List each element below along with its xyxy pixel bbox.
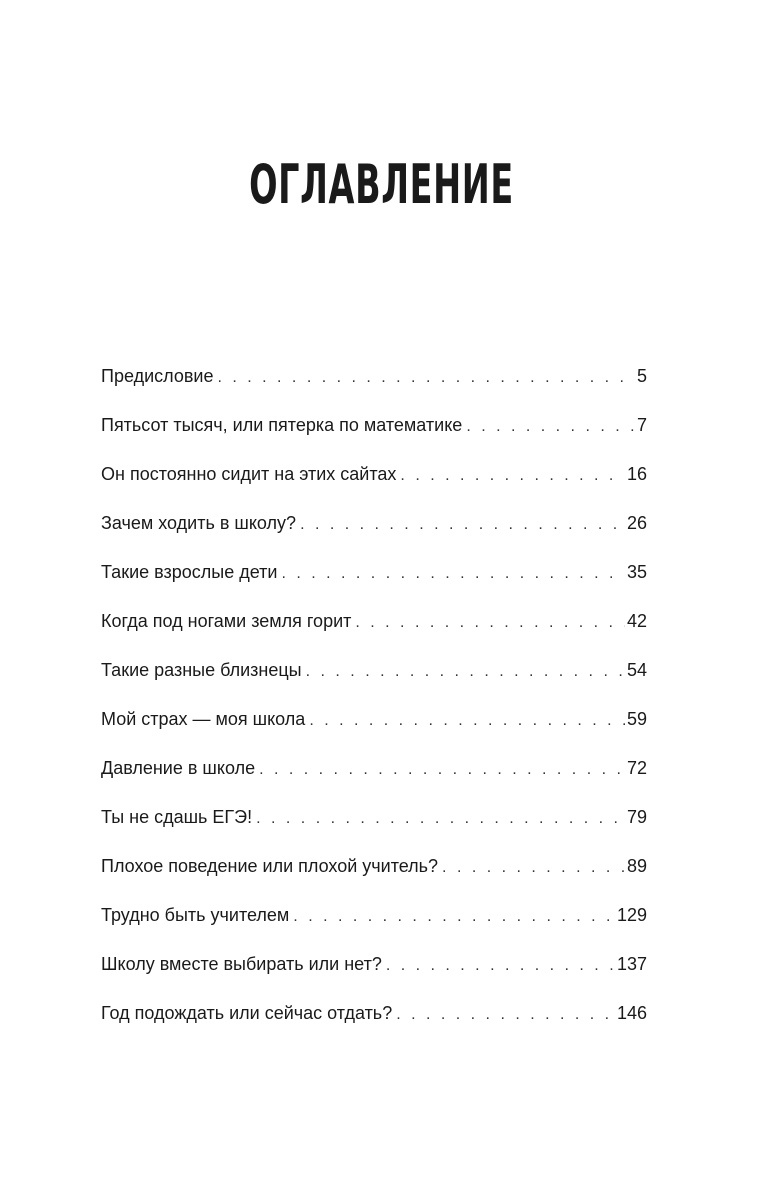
toc-entry	[101, 856, 647, 905]
toc-entry	[101, 611, 647, 660]
toc-entry-page: 35	[626, 562, 647, 582]
toc-entry	[101, 415, 647, 464]
toc-leader-dots	[300, 516, 625, 534]
toc-leader-dots	[293, 908, 615, 926]
toc-leader-dots	[256, 810, 625, 828]
toc-entry-page: 54	[626, 660, 647, 680]
toc-entry-title: Мой страх — моя школа	[101, 709, 306, 729]
toc-entry	[101, 366, 647, 415]
toc-entry-page: 137	[616, 954, 647, 974]
toc-entry	[101, 464, 647, 513]
toc-leader-dots	[386, 957, 615, 975]
toc-entry-title: Трудно быть учителем	[101, 905, 290, 925]
toc-entry-page: 59	[626, 709, 647, 729]
toc-entry-title: Школу вместе выбирать или нет?	[101, 954, 382, 974]
toc-entry-title: Предисловие	[101, 366, 214, 386]
page-title: ОГЛАВЛЕНИЕ	[249, 153, 514, 216]
toc-entry-title: Давление в школе	[101, 758, 256, 778]
toc-entry-page: 79	[626, 807, 647, 827]
toc-entry-title: Ты не сдашь ЕГЭ!	[101, 807, 253, 827]
toc-entry-title: Пятьсот тысяч, или пятерка по математике	[101, 415, 463, 435]
toc-entry	[101, 807, 647, 856]
toc-leader-dots	[281, 565, 625, 583]
toc-entry-title: Он постоянно сидит на этих сайтах	[101, 464, 397, 484]
toc-leader-dots	[259, 761, 625, 779]
toc-entry	[101, 562, 647, 611]
toc-entry-page: 146	[616, 1003, 647, 1023]
toc-leader-dots	[396, 1006, 615, 1024]
toc-entry-title: Когда под ногами земля горит	[101, 611, 352, 631]
toc-leader-dots	[309, 712, 625, 730]
toc-entry	[101, 513, 647, 562]
toc-entry-page: 26	[626, 513, 647, 533]
toc-leader-dots	[217, 369, 635, 387]
toc-leader-dots	[442, 859, 625, 877]
toc-entry-page: 72	[626, 758, 647, 778]
toc-entry-page: 42	[626, 611, 647, 631]
toc-entry	[101, 709, 647, 758]
toc-entry	[101, 954, 647, 1003]
toc-leader-dots	[466, 418, 635, 436]
toc-entry	[101, 1003, 647, 1052]
toc-entry-title: Такие взрослые дети	[101, 562, 278, 582]
toc-entry-page: 7	[636, 415, 647, 435]
table-of-contents	[101, 366, 647, 1052]
toc-entry	[101, 758, 647, 807]
toc-entry	[101, 905, 647, 954]
toc-entry-page: 89	[626, 856, 647, 876]
toc-entry-title: Год подождать или сейчас отдать?	[101, 1003, 393, 1023]
toc-entry-page: 16	[626, 464, 647, 484]
toc-entry	[101, 660, 647, 709]
toc-entry-page: 129	[616, 905, 647, 925]
toc-entry-page: 5	[636, 366, 647, 386]
toc-entry-title: Зачем ходить в школу?	[101, 513, 297, 533]
toc-leader-dots	[400, 467, 625, 485]
toc-leader-dots	[306, 663, 625, 681]
toc-entry-title: Плохое поведение или плохой учитель?	[101, 856, 439, 876]
toc-leader-dots	[355, 614, 625, 632]
toc-entry-title: Такие разные близнецы	[101, 660, 302, 680]
